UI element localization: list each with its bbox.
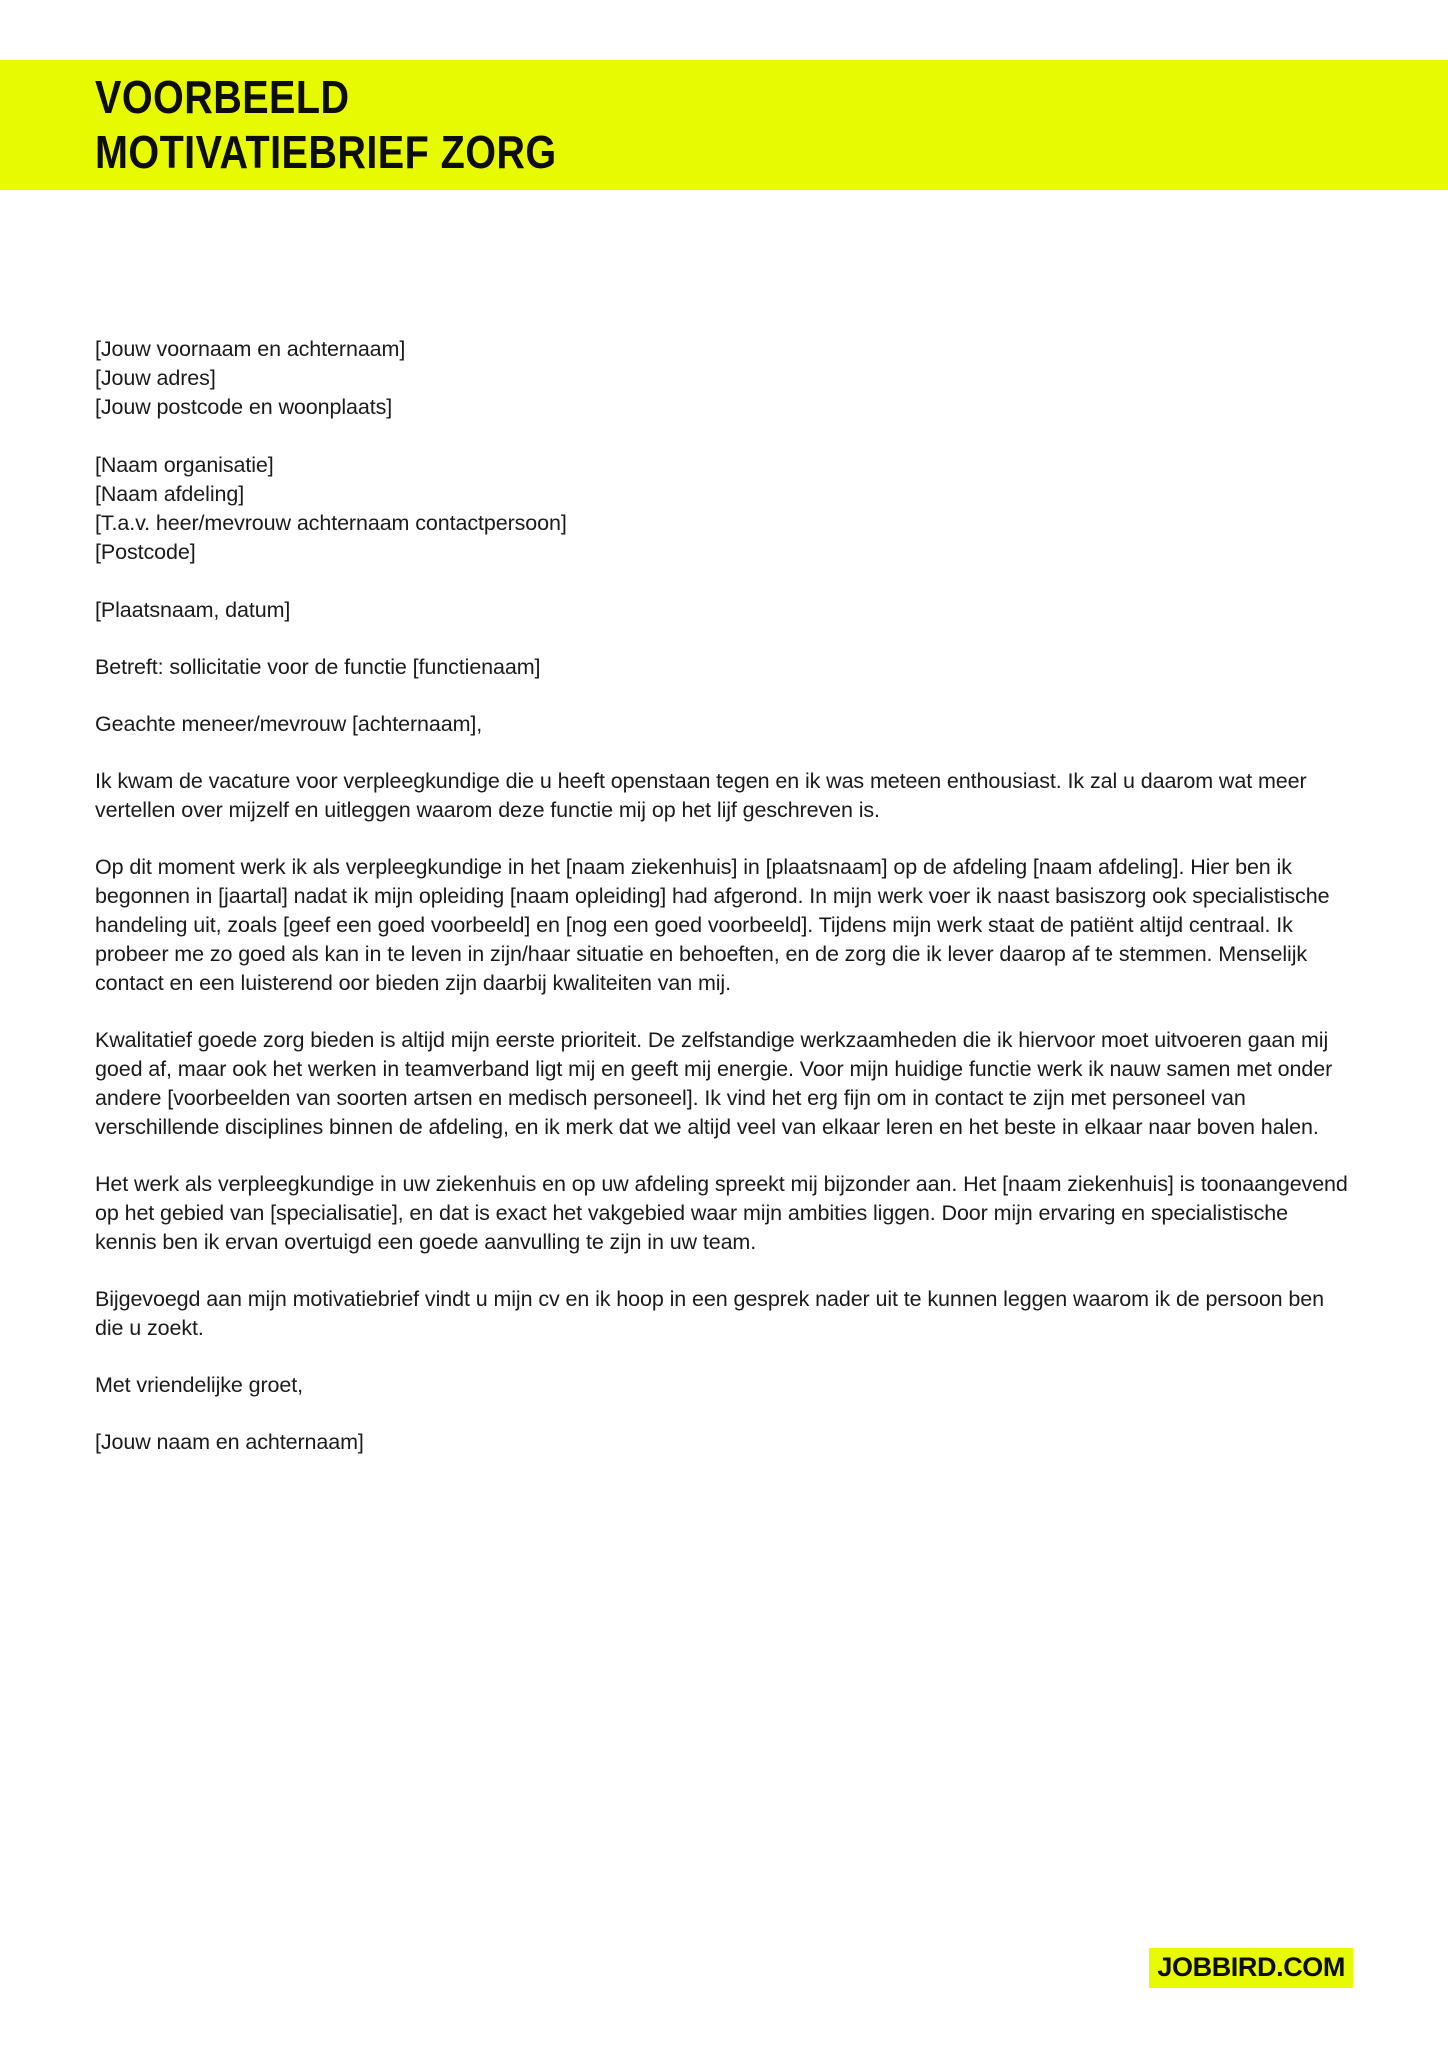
subject-line: Betreft: sollicitatie voor de functie [functienaam] [95,655,541,679]
recipient-attention: [T.a.v. heer/mevrouw achternaam contactpersoon] [95,511,567,535]
jobbird-logo: JOBBIRD.COM [1149,1948,1353,1988]
place-and-date: [Plaatsnaam, datum] [95,598,291,622]
salutation: Geachte meneer/mevrouw [achternaam], [95,712,483,736]
page-title-line-2: MOTIVATIEBRIEF ZORG [95,126,557,178]
recipient-department: [Naam afdeling] [95,482,245,506]
sender-address-block [95,335,1350,422]
recipient-postcode: [Postcode] [95,540,196,564]
recipient-address-block [95,451,1350,567]
signature-name: [Jouw naam en achternaam] [95,1430,364,1454]
page-title-line-1: VOORBEELD [95,71,350,123]
body-paragraph-3: Kwalitatief goede zorg bieden is altijd mijn eerste prioriteit. De zelfstandige werkzaamheden die ik hiervoor moet uitvoeren gaan mij goed af, maar ook het werken in teamverband ligt mij en geeft mij energie. Voor mijn huidige functie werk ik nauw samen met onder andere [voorbeelden van soorten artsen en medisch personeel]. Ik vind het erg fijn om in contact te zijn met personeel van verschillende disciplines binnen de afdeling, en ik merk dat we altijd veel van elkaar leren en het beste in elkaar naar boven halen. [95,1028,1333,1139]
body-paragraph-4: Het werk als verpleegkundige in uw ziekenhuis en op uw afdeling spreekt mij bijzonder aan. Het [naam ziekenhuis] is toonaangevend op het gebied van [specialisatie], en dat is exact het vakgebied waar mijn ambities liggen. Door mijn ervaring en specialistische kennis ben ik ervan overtuigd een goede aanvulling te zijn in uw team. [95,1172,1348,1254]
recipient-organisation: [Naam organisatie] [95,453,274,477]
page-header-banner [0,60,1448,190]
closing-greeting: Met vriendelijke groet, [95,1373,304,1397]
body-paragraph-1: Ik kwam de vacature voor verpleegkundige die u heeft openstaan tegen en ik was meteen enthousiast. Ik zal u daarom wat meer vertellen over mijzelf en uitleggen waarom deze functie mij op het lijf geschreven is. [95,769,1307,822]
letter-body [95,335,1350,1457]
sender-street: [Jouw adres] [95,366,216,390]
sender-postcode-city: [Jouw postcode en woonplaats] [95,395,393,419]
body-paragraph-2: Op dit moment werk ik als verpleegkundige in het [naam ziekenhuis] in [plaatsnaam] op de afdeling [naam afdeling]. Hier ben ik begonnen in [jaartal] nadat ik mijn opleiding [naam opleiding] had afgerond. In mijn werk voer ik naast basiszorg ook specialistische handeling uit, zoals [geef een goed voorbeeld] en [nog een goed voorbeeld]. Tijdens mijn werk staat de patiënt altijd centraal. Ik probeer me zo goed als kan in te leven in zijn/haar situatie en behoeften, en de zorg die ik lever daarop af te stemmen. Menselijk contact en een luisterend oor bieden zijn daarbij kwaliteiten van mij. [95,855,1330,995]
sender-name: [Jouw voornaam en achternaam] [95,337,406,361]
body-paragraph-5: Bijgevoegd aan mijn motivatiebrief vindt u mijn cv en ik hoop in een gesprek nader uit te kunnen leggen waarom ik de persoon ben die u zoekt. [95,1287,1324,1340]
